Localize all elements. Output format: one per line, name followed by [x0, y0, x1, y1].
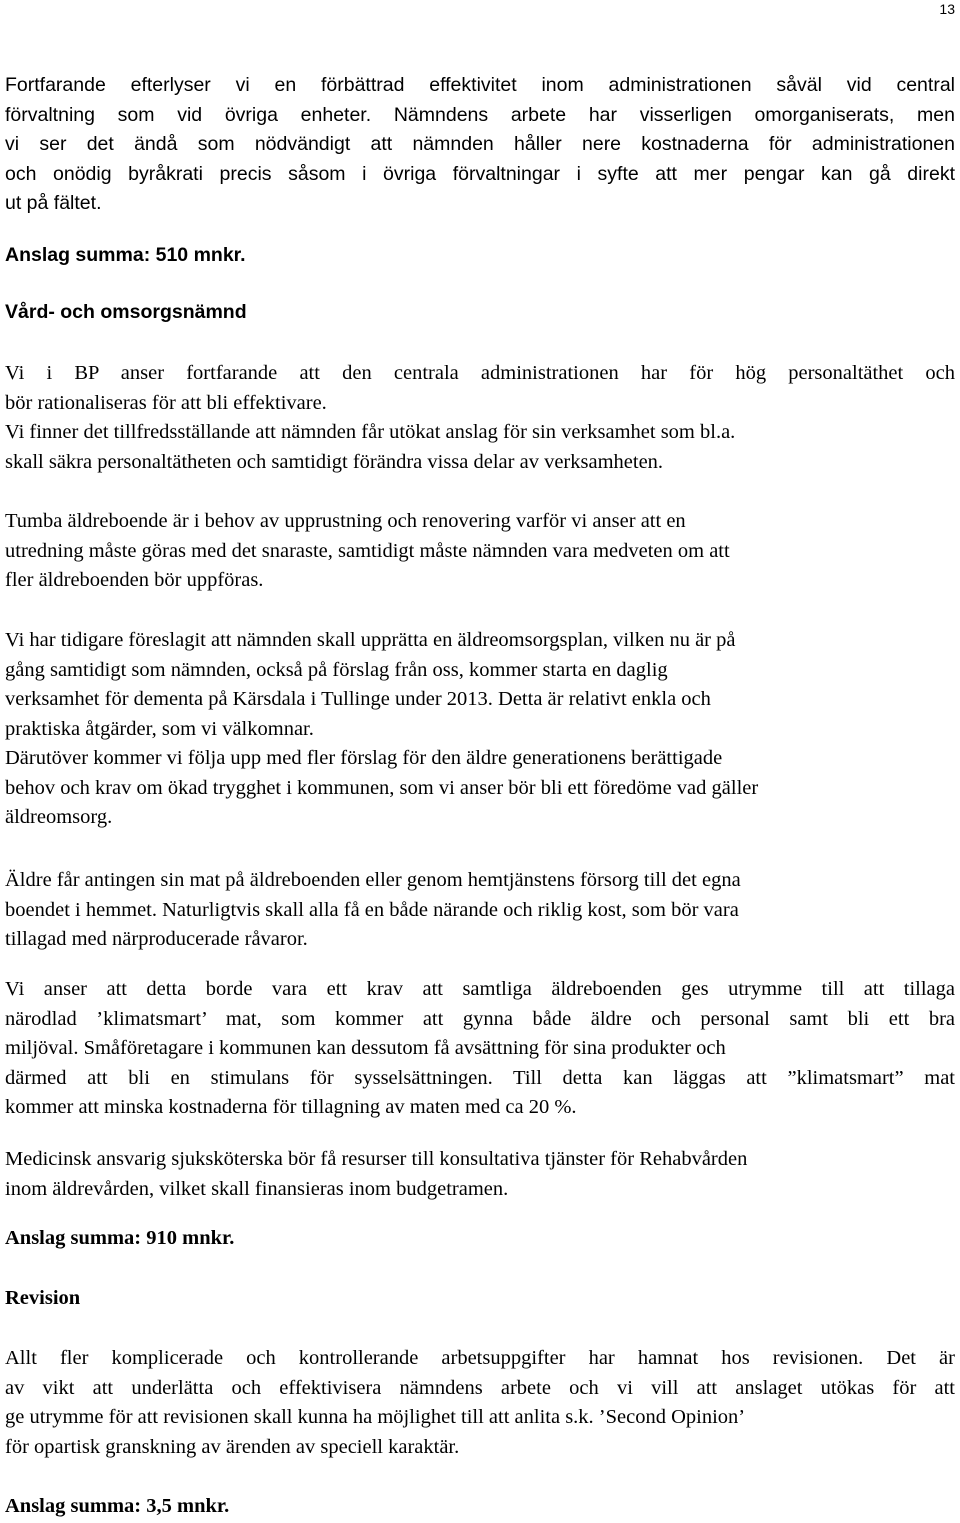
text-line: Medicinsk ansvarig sjuksköterska bör få resurser till konsultativa tjänster för Rehabvården: [5, 1148, 748, 1170]
text-line: av vikt att underlätta och effektivisera nämndens arbete och vi vill att anslaget utökas för att: [5, 1376, 955, 1399]
text-line: fler äldreboenden bör uppföras.: [5, 569, 264, 591]
text-line: för opartisk granskning av ärenden av speciell karaktär.: [5, 1435, 460, 1458]
text-line: inom äldrevården, vilket skall finansieras inom budgetramen.: [5, 1177, 509, 1200]
anslag-summa-1: Anslag summa: 510 mnkr.: [5, 244, 246, 266]
vard-paragraph-6: [5, 1145, 955, 1204]
text-line: verksamhet för dementa på Kärsdala i Tullinge under 2013. Detta är relativt enkla och: [5, 688, 711, 710]
text-line: miljöval. Småföretagare i kommunen kan dessutom få avsättning för sina produkter och: [5, 1037, 726, 1059]
vard-paragraph-5: [5, 975, 955, 1123]
text-line: Allt fler komplicerade och kontrollerande arbetsuppgifter har hamnat hos revisionen. Det är: [5, 1347, 955, 1369]
text-line: vi ser det ändå som nödvändigt att nämnden håller nere kostnaderna för administrationen: [5, 133, 955, 155]
text-line: gång samtidigt som nämnden, också på förslag från oss, kommer starta en daglig: [5, 658, 668, 681]
text-line: Vi finner det tillfredsställande att nämnden får utökat anslag för sin verksamhet som bl.a.: [5, 421, 736, 443]
anslag-summa-3: Anslag summa: 3,5 mnkr.: [5, 1495, 230, 1517]
heading-vard-och-omsorgsnamnd: Vård- och omsorgsnämnd: [5, 301, 247, 323]
text-line: och onödig byråkrati precis såsom i övriga förvaltningar i syfte att mer pengar kan gå direkt: [5, 162, 955, 185]
text-line: förvaltning som vid övriga enheter. Nämndens arbete har visserligen omorganiserats, men: [5, 103, 955, 126]
text-line: praktiska åtgärder, som vi välkomnar.: [5, 717, 314, 740]
text-line: Tumba äldreboende är i behov av upprustning och renovering varför vi anser att en: [5, 510, 686, 532]
text-line: närodlad ’klimatsmart’ mat, som kommer att gynna både äldre och personal samt bli ett bra: [5, 1007, 955, 1030]
text-line: Fortfarande efterlyser vi en förbättrad effektivitet inom administrationen såväl vid central: [5, 74, 955, 96]
text-line: kommer att minska kostnaderna för tillagning av maten med ca 20 %.: [5, 1096, 577, 1118]
text-line: Vi har tidigare föreslagit att nämnden skall upprätta en äldreomsorgsplan, vilken nu är på: [5, 629, 736, 651]
text-line: Vi anser att detta borde vara ett krav att samtliga äldreboenden ges utrymme till att tillaga: [5, 978, 955, 1000]
text-line: därmed att bli en stimulans för sysselsättningen. Till detta kan läggas att ”klimatsmart” mat: [5, 1066, 955, 1089]
text-line: äldreomsorg.: [5, 806, 113, 828]
text-line: behov och krav om ökad trygghet i kommunen, som vi anser bör bli ett föredöme vad gäller: [5, 776, 759, 799]
text-line: Vi i BP anser fortfarande att den centrala administrationen har för hög personaltäthet och: [5, 362, 955, 384]
text-line: tillagad med närproducerade råvaror.: [5, 928, 308, 950]
vard-paragraph-2: [5, 507, 955, 596]
text-line: ge utrymme för att revisionen skall kunna ha möjlighet till att anlita s.k. ’Second Opinion’: [5, 1406, 746, 1428]
anslag-summa-2: Anslag summa: 910 mnkr.: [5, 1227, 235, 1249]
text-line: skall säkra personaltätheten och samtidigt förändra vissa delar av verksamheten.: [5, 450, 664, 473]
text-line: Därutöver kommer vi följa upp med fler förslag för den äldre generationens berättigade: [5, 747, 723, 769]
text-line: utredning måste göras med det snaraste, samtidigt måste nämnden vara medveten om att: [5, 539, 730, 562]
revision-paragraph: [5, 1344, 955, 1462]
intro-paragraph: [5, 71, 955, 219]
heading-revision: Revision: [5, 1287, 81, 1309]
text-line: bör rationaliseras för att bli effektivare.: [5, 391, 327, 414]
text-line: ut på fältet.: [5, 192, 102, 214]
vard-paragraph-4: [5, 866, 955, 955]
text-line: Äldre får antingen sin mat på äldreboenden eller genom hemtjänstens försorg till det egna: [5, 869, 741, 891]
vard-paragraph-3: [5, 626, 955, 833]
vard-paragraph-1: [5, 359, 955, 477]
text-line: boendet i hemmet. Naturligtvis skall alla få en både närande och riklig kost, som bör vara: [5, 898, 739, 921]
page-number: 13: [939, 1, 955, 17]
